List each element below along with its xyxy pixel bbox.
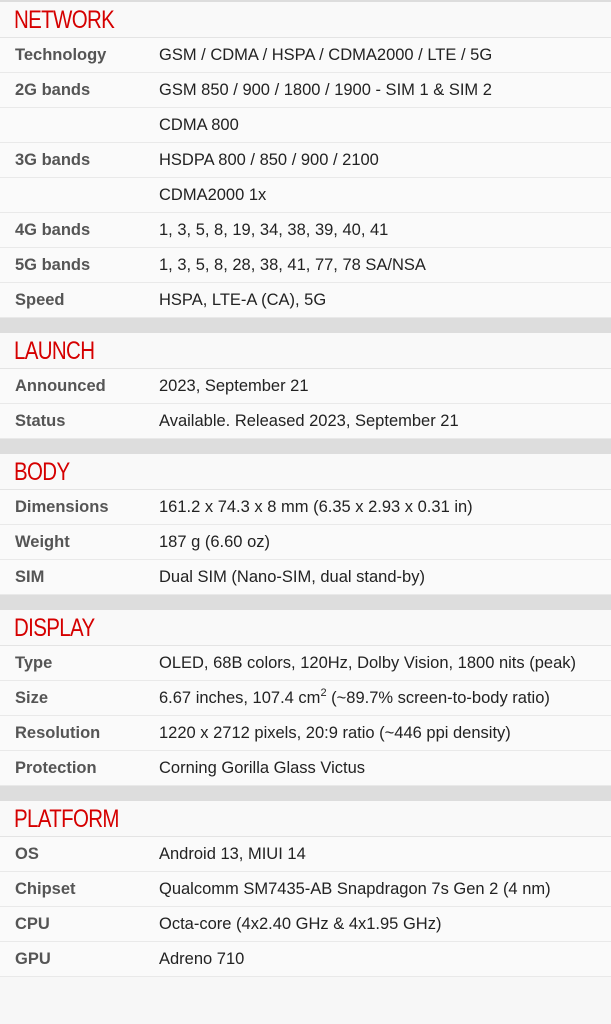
section-display	[0, 610, 611, 786]
spec-value: HSPA, LTE-A (CA), 5G	[159, 291, 327, 309]
section-title[interactable]: PLATFORM	[14, 805, 119, 833]
spec-value	[159, 681, 560, 715]
spec-label[interactable]: Size	[15, 689, 49, 707]
section-divider	[0, 318, 611, 333]
section-header	[0, 333, 611, 369]
spec-value: GSM / CDMA / HSPA / CDMA2000 / LTE / 5G	[159, 46, 493, 64]
spec-label[interactable]: Dimensions	[15, 498, 109, 516]
spec-value: Adreno 710	[159, 950, 245, 968]
spec-label[interactable]: Resolution	[15, 724, 101, 742]
spec-value: Corning Gorilla Glass Victus	[159, 759, 366, 777]
section-launch	[0, 333, 611, 439]
spec-row-protection	[0, 751, 611, 786]
spec-value: OLED, 68B colors, 120Hz, Dolby Vision, 1800 nits (peak)	[159, 654, 576, 672]
spec-row-weight	[0, 525, 611, 560]
section-header	[0, 610, 611, 646]
size-value-superscript: 2	[320, 687, 327, 699]
spec-label[interactable]: OS	[15, 845, 39, 863]
spec-value: Android 13, MIUI 14	[159, 845, 306, 863]
spec-row-type	[0, 646, 611, 681]
section-header	[0, 801, 611, 837]
spec-label[interactable]: Technology	[15, 46, 107, 64]
section-title[interactable]: NETWORK	[14, 6, 115, 34]
spec-row-5g-bands	[0, 248, 611, 283]
spec-label[interactable]: 3G bands	[15, 151, 91, 169]
spec-row-3g-bands	[0, 143, 611, 178]
spec-label[interactable]: Chipset	[15, 880, 76, 898]
spec-value: 1, 3, 5, 8, 19, 34, 38, 39, 40, 41	[159, 221, 389, 239]
section-header	[0, 2, 611, 38]
section-platform	[0, 801, 611, 977]
spec-label[interactable]: 5G bands	[15, 256, 91, 274]
size-value-ratio: (~89.7% screen-to-body ratio)	[326, 689, 550, 707]
spec-label[interactable]: Protection	[15, 759, 97, 777]
spec-label[interactable]: Announced	[15, 377, 106, 395]
spec-label[interactable]: 4G bands	[15, 221, 91, 239]
spec-label	[0, 178, 159, 212]
spec-row-2g-bands	[0, 73, 611, 108]
spec-value: CDMA2000 1x	[159, 186, 267, 204]
spec-value: GSM 850 / 900 / 1800 / 1900 - SIM 1 & SIM 2	[159, 81, 492, 99]
spec-row-status	[0, 404, 611, 439]
spec-row-speed	[0, 283, 611, 318]
spec-row-sim	[0, 560, 611, 595]
spec-value: Octa-core (4x2.40 GHz & 4x1.95 GHz)	[159, 915, 442, 933]
spec-value: 187 g (6.60 oz)	[159, 533, 270, 551]
size-value-text: 6.67 inches, 107.4 cm	[159, 689, 321, 707]
spec-value: Dual SIM (Nano-SIM, dual stand-by)	[159, 568, 425, 586]
spec-label[interactable]: GPU	[15, 950, 51, 968]
spec-label[interactable]: Weight	[15, 533, 70, 551]
spec-row-resolution	[0, 716, 611, 751]
section-title[interactable]: DISPLAY	[14, 614, 95, 642]
section-body	[0, 454, 611, 595]
section-network	[0, 2, 611, 318]
spec-value: CDMA 800	[159, 116, 239, 134]
spec-row-3g-bands-cont	[0, 178, 611, 213]
spec-row-gpu	[0, 942, 611, 977]
spec-label[interactable]: SIM	[15, 568, 45, 586]
spec-value: 1220 x 2712 pixels, 20:9 ratio (~446 ppi density)	[159, 724, 511, 742]
spec-value: 2023, September 21	[159, 377, 309, 395]
section-title[interactable]: BODY	[14, 458, 70, 486]
spec-value: 1, 3, 5, 8, 28, 38, 41, 77, 78 SA/NSA	[159, 256, 426, 274]
spec-label[interactable]: 2G bands	[15, 81, 91, 99]
spec-value: HSDPA 800 / 850 / 900 / 2100	[159, 151, 379, 169]
section-divider	[0, 595, 611, 610]
spec-value: 161.2 x 74.3 x 8 mm (6.35 x 2.93 x 0.31 in)	[159, 498, 473, 516]
spec-row-size	[0, 681, 611, 716]
spec-value: Available. Released 2023, September 21	[159, 412, 459, 430]
spec-label[interactable]: Speed	[15, 291, 65, 309]
spec-label[interactable]: Status	[15, 412, 66, 430]
spec-row-technology	[0, 38, 611, 73]
section-divider	[0, 786, 611, 801]
spec-label[interactable]: Type	[15, 654, 53, 672]
spec-row-chipset	[0, 872, 611, 907]
spec-row-dimensions	[0, 490, 611, 525]
spec-value: Qualcomm SM7435-AB Snapdragon 7s Gen 2 (4 nm)	[159, 880, 551, 898]
spec-label	[0, 108, 159, 142]
spec-row-2g-bands-cont	[0, 108, 611, 143]
section-title[interactable]: LAUNCH	[14, 337, 95, 365]
section-divider	[0, 439, 611, 454]
spec-row-4g-bands	[0, 213, 611, 248]
section-header	[0, 454, 611, 490]
spec-label[interactable]: CPU	[15, 915, 50, 933]
spec-row-cpu	[0, 907, 611, 942]
spec-row-os	[0, 837, 611, 872]
spec-row-announced	[0, 369, 611, 404]
